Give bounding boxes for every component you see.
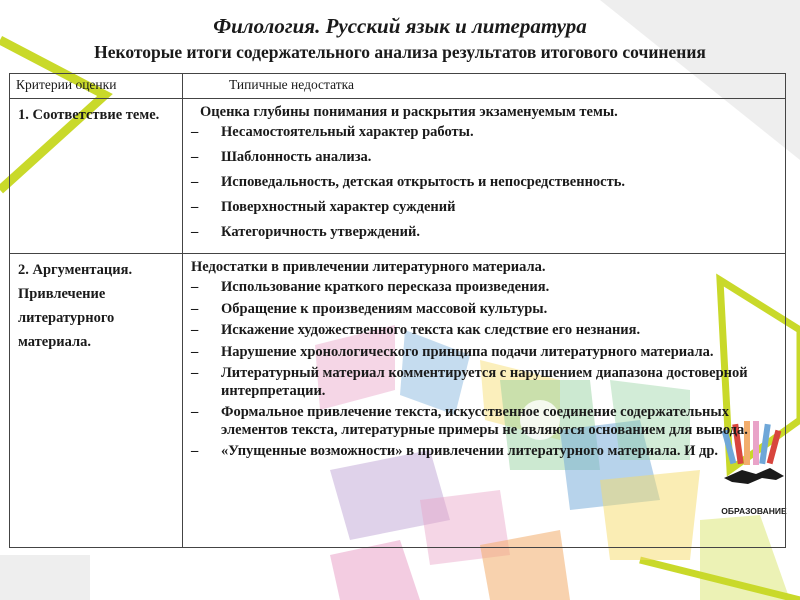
page-title: Филология. Русский язык и литература — [213, 14, 587, 38]
logo-text: ОБРАЗОВАНИЕ — [721, 506, 787, 516]
header-shortcomings — [183, 74, 786, 99]
shortcomings-list — [191, 279, 779, 461]
list-item: – Искажение художественного текста как следствие его незнания. — [191, 322, 779, 340]
header-shortcomings-label: Типичные недостатка — [229, 77, 354, 92]
list-item: – Нарушение хронологического принципа подачи литературного материала. — [191, 344, 779, 362]
list-item: – Поверхностный характер суждений — [191, 199, 779, 216]
list-item: – Литературный материал комментируется с нарушением диапазона достоверной интерпретации. — [191, 365, 779, 400]
table-header-row — [10, 74, 786, 99]
header-criteria: Критерии оценки — [10, 74, 183, 99]
list-item: – «Упущенные возможности» в привлечении литературного материала. И др. — [191, 443, 779, 461]
table-row — [10, 254, 786, 548]
shortcomings-cell — [183, 254, 786, 548]
criterion-cell: 1. Соответствие теме. — [10, 99, 183, 254]
list-item: – Использование краткого пересказа произведения. — [191, 279, 779, 297]
row-lead: Недостатки в привлечении литературного материала. — [191, 259, 546, 275]
list-item: – Несамостоятельный характер работы. — [191, 124, 779, 141]
list-item: – Исповедальность, детская открытость и непосредственность. — [191, 174, 779, 191]
shortcomings-cell — [183, 99, 786, 254]
shortcomings-list — [191, 124, 779, 241]
list-item: – Категоричность утверждений. — [191, 224, 779, 241]
criteria-table — [9, 73, 786, 548]
table-row — [10, 99, 786, 254]
list-item: – Шаблонность анализа. — [191, 149, 779, 166]
list-item: – Формальное привлечение текста, искусственное соединение содержательных элементов текста, литературные примеры не являются основанием для вывода. — [191, 404, 779, 439]
criterion-cell: 2. Аргументация. Привлечение литературного материала. — [10, 254, 183, 548]
list-item: – Обращение к произведениям массовой культуры. — [191, 301, 779, 319]
page-subtitle: Некоторые итоги содержательного анализа результатов итогового сочинения — [94, 42, 706, 62]
row-lead: Оценка глубины понимания и раскрытия экзаменуемым темы. — [200, 104, 618, 120]
